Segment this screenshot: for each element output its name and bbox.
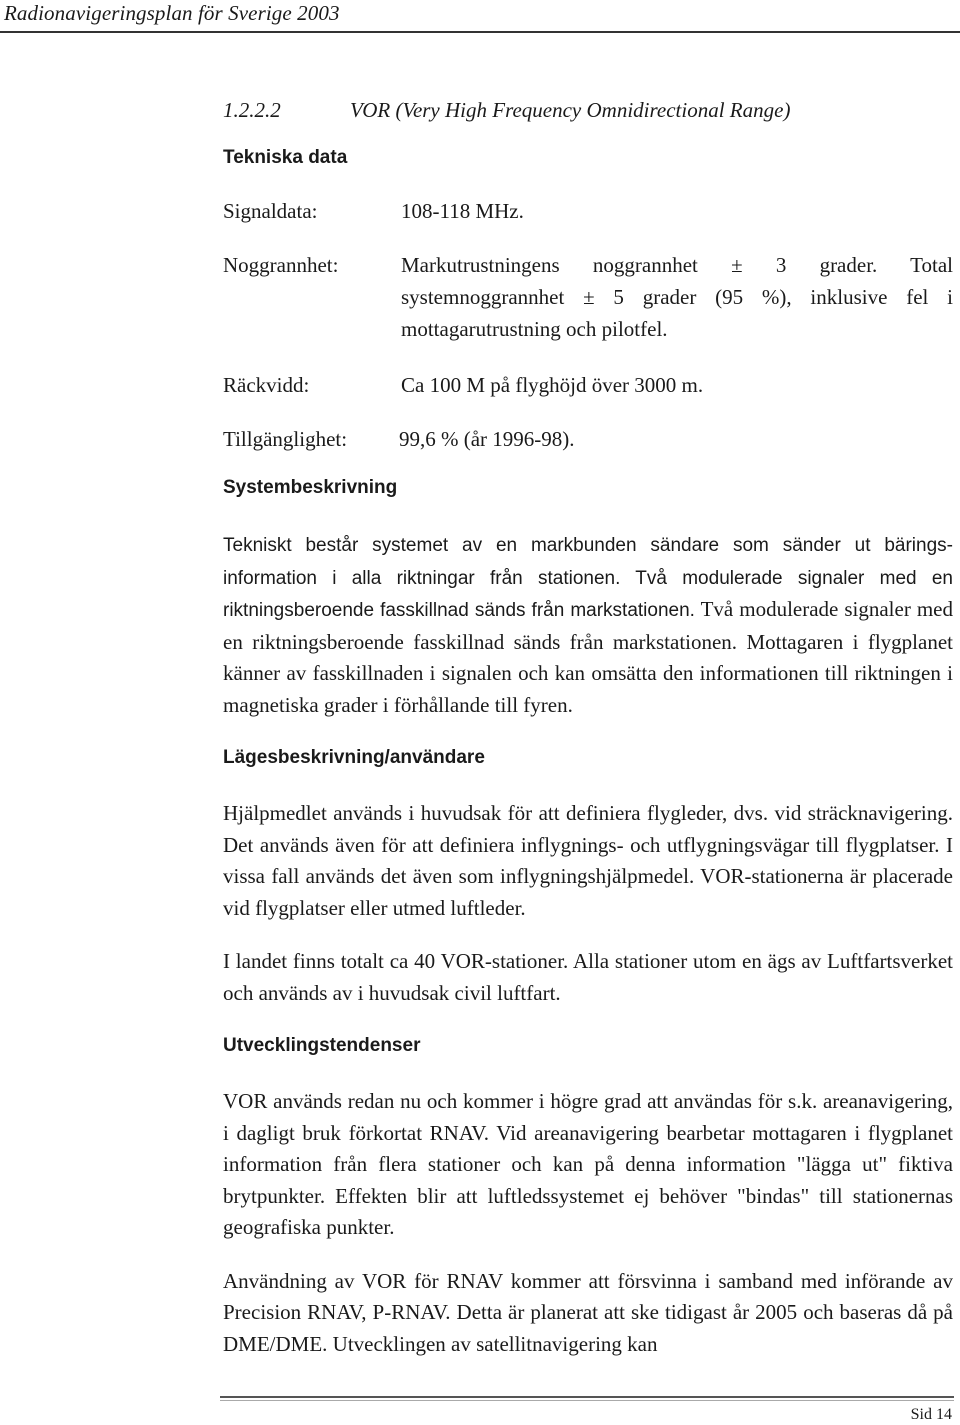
- main-content: [223, 95, 953, 1360]
- spec-label: Tillgänglighet:: [223, 427, 348, 451]
- spec-value: Ca 100 M på flyghöjd över 3000 m.: [401, 373, 704, 397]
- header-divider: [0, 31, 960, 33]
- spec-label: Räckvidd:: [223, 373, 310, 397]
- section-title: VOR (Very High Frequency Omnidirectional Range): [350, 98, 791, 122]
- spec-value: 99,6 % (år 1996-98).: [399, 427, 575, 451]
- footer-divider: [220, 1396, 954, 1398]
- section-number: 1.2.2.2: [223, 98, 281, 122]
- spec-row-range: [223, 369, 953, 401]
- spec-row-accuracy: [223, 249, 953, 345]
- footer-divider-thin: [220, 1400, 954, 1401]
- systembeskrivning-heading: Systembeskrivning: [223, 477, 398, 498]
- document-title: Radionavigeringsplan för Sverige 2003: [4, 1, 340, 25]
- utveckling-paragraph-1: VOR används redan nu och kommer i högre grad att användas för s.k. areanavigering, i dagligt bruk förkortat RNAV. Vid areanavigering bearbetar mottagaren i flygplanet information från flera stationer och kan på denna information "lägga ut" fiktiva brytpunkter. Effekten blir att luftledssystemet ej behöver "bindas" till stationernas geografiska punkter.: [223, 1089, 953, 1239]
- tekniska-data-heading: Tekniska data: [223, 147, 348, 168]
- spec-row-signal: [223, 195, 953, 227]
- section-heading: [223, 95, 953, 125]
- page-number: Sid 14: [910, 1406, 952, 1423]
- paragraph-text-sans: Tekniskt består systemet av en markbunden sändare som sänder ut bäringsinformation i alla riktningar från stationen. Två modulerade signaler med en riktningsberoende fasskillnad sänds från markstationen.: [223, 535, 953, 621]
- spec-value: Markutrustningens noggrannhet ± 3 grader. Total systemnoggrannhet ± 5 grader (95 %), inklusive fel i mottagarutrustning och pilotfel.: [401, 253, 953, 341]
- paragraph-text-serif: Två modulerade signaler med en riktningsberoende fasskillnad sänds från markstationen. Mottagaren i flygplanet känner av fasskillnaden i signalen och kan omsätta den informationen till riktningen i magnetiska grader i förhållande till fyren.: [223, 597, 953, 717]
- page-header: [0, 0, 960, 34]
- lagesbeskrivning-paragraph-2: I landet finns totalt ca 40 VOR-stationer. Alla stationer utom en ägs av Luftfartsverket och används av i huvudsak civil luftfart.: [223, 949, 953, 1005]
- spec-label: Signaldata:: [223, 199, 318, 223]
- utveckling-paragraph-2: Användning av VOR för RNAV kommer att försvinna i samband med införande av Precision RNAV, P-RNAV. Detta är planerat att ske tidigast år 2005 och baseras då på DME/DME. Utvecklingen av satellitnavigering kan: [223, 1268, 953, 1356]
- spec-row-availability: [223, 423, 953, 455]
- spec-value: 108-118 MHz.: [401, 199, 524, 223]
- utvecklingstendenser-heading: Utvecklingstendenser: [223, 1035, 421, 1056]
- lagesbeskrivning-paragraph-1: Hjälpmedlet används i huvudsak för att definiera flygleder, dvs. vid sträcknavigering. Det används även för att definiera inflygnings- och utflygningsvägar till flygplatser. I vissa fall används det även som inflygningshjälpmedel. VOR-stationerna är placerade vid flygplatser eller utmed luftleder.: [223, 801, 953, 920]
- lagesbeskrivning-heading: Lägesbeskrivning/användare: [223, 747, 485, 768]
- spec-label: Noggrannhet:: [223, 253, 339, 277]
- systembeskrivning-paragraph: [223, 529, 953, 721]
